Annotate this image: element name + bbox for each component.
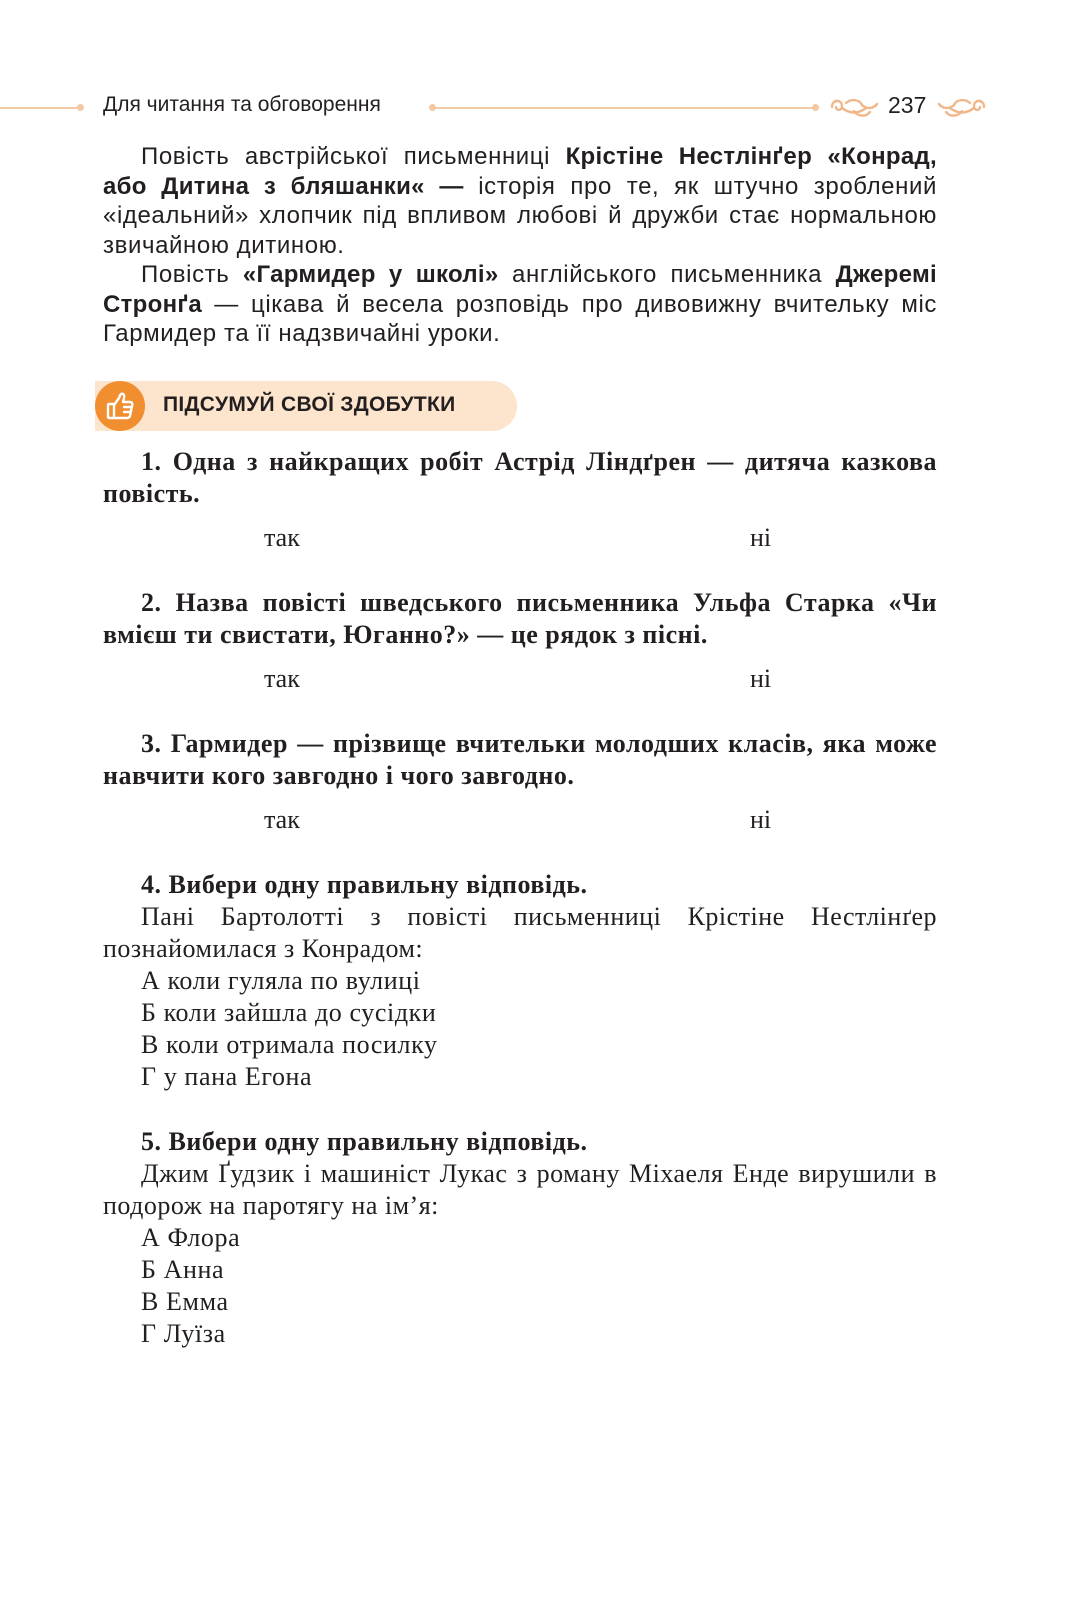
answer-no-1[interactable]: ні	[750, 523, 772, 552]
answer-option-v[interactable]: В Емма	[141, 1287, 229, 1316]
answer-option-b[interactable]: Б Анна	[141, 1255, 225, 1284]
question-2	[103, 587, 937, 651]
header-rule-dot	[812, 104, 819, 111]
ornament-right-icon	[936, 94, 988, 120]
answer-option-a[interactable]: А Флора	[141, 1223, 241, 1252]
question-1	[103, 446, 937, 510]
question-body: Джим Ґудзик і машиніст Лукас з роману Міхаеля Енде вирушили в подорож на паротягу на ім’я:	[103, 1159, 937, 1220]
running-head-title: Для читання та обговорення	[103, 93, 381, 116]
header-rule-dot	[77, 104, 84, 111]
author-name: Крістіне Нестлінґер	[565, 143, 813, 170]
answer-yes-2[interactable]: так	[264, 664, 300, 693]
answer-option-v[interactable]: В коли отримала посилку	[141, 1030, 438, 1059]
intro-paragraph-2: Повість «Гармидер у школі» англійського письменника Джеремі Стронґа — цікава й весела розповідь про дивовижну вчительку міс Гармидер та її надзвичайні уроки.	[103, 261, 937, 347]
question-text: 4. Вибери одну правильну відповідь.	[141, 870, 588, 899]
thumbs-up-icon	[95, 381, 145, 431]
intro-text	[103, 142, 937, 349]
book-title: «Конрад, або Дитина з бляшанки«	[103, 143, 937, 200]
author-name: Джеремі Стронґа	[103, 261, 937, 318]
answer-option-g[interactable]: Г у пана Егона	[141, 1062, 313, 1091]
question-text: 3. Гармидер — прізвище вчительки молодших класів, яка може навчити кого завгодно і чого завгодно.	[103, 729, 937, 790]
intro-paragraph-1: Повість австрійської письменниці Крістіне Нестлінґер «Конрад, або Дитина з бляшанки« — історія про те, як штучно зроблений «ідеальний» хлопчик під впливом любові й дружби стає нормальною звичайною дитиною.	[103, 143, 937, 259]
question-5	[103, 1126, 937, 1350]
header-rule-left	[0, 107, 80, 109]
answer-yes-1[interactable]: так	[264, 523, 300, 552]
answer-option-b[interactable]: Б коли зайшла до сусідки	[141, 998, 437, 1027]
ornament-left-icon	[828, 94, 880, 120]
page-number: 237	[888, 92, 927, 118]
answer-option-a[interactable]: А коли гуляла по вулиці	[141, 966, 421, 995]
answer-option-g[interactable]: Г Луїза	[141, 1319, 226, 1348]
question-3	[103, 728, 937, 792]
book-title: «Гармидер у школі»	[242, 261, 499, 288]
section-title: ПІДСУМУЙ СВОЇ ЗДОБУТКИ	[163, 393, 456, 416]
answer-yes-3[interactable]: так	[264, 805, 300, 834]
question-text: 5. Вибери одну правильну відповідь.	[141, 1127, 588, 1156]
answer-no-2[interactable]: ні	[750, 664, 772, 693]
question-body: Пані Бартолотті з повісті письменниці Крістіне Нестлінґер познайомилася з Конрадом:	[103, 902, 937, 963]
question-4	[103, 869, 937, 1093]
question-text: 1. Одна з найкращих робіт Астрід Ліндґрен — дитяча казкова повість.	[103, 447, 937, 508]
header-rule-middle	[431, 107, 816, 109]
answer-no-3[interactable]: ні	[750, 805, 772, 834]
question-text: 2. Назва повісті шведського письменника Ульфа Старка «Чи вмієш ти свистати, Юганно?» — це рядок з пісні.	[103, 588, 937, 649]
